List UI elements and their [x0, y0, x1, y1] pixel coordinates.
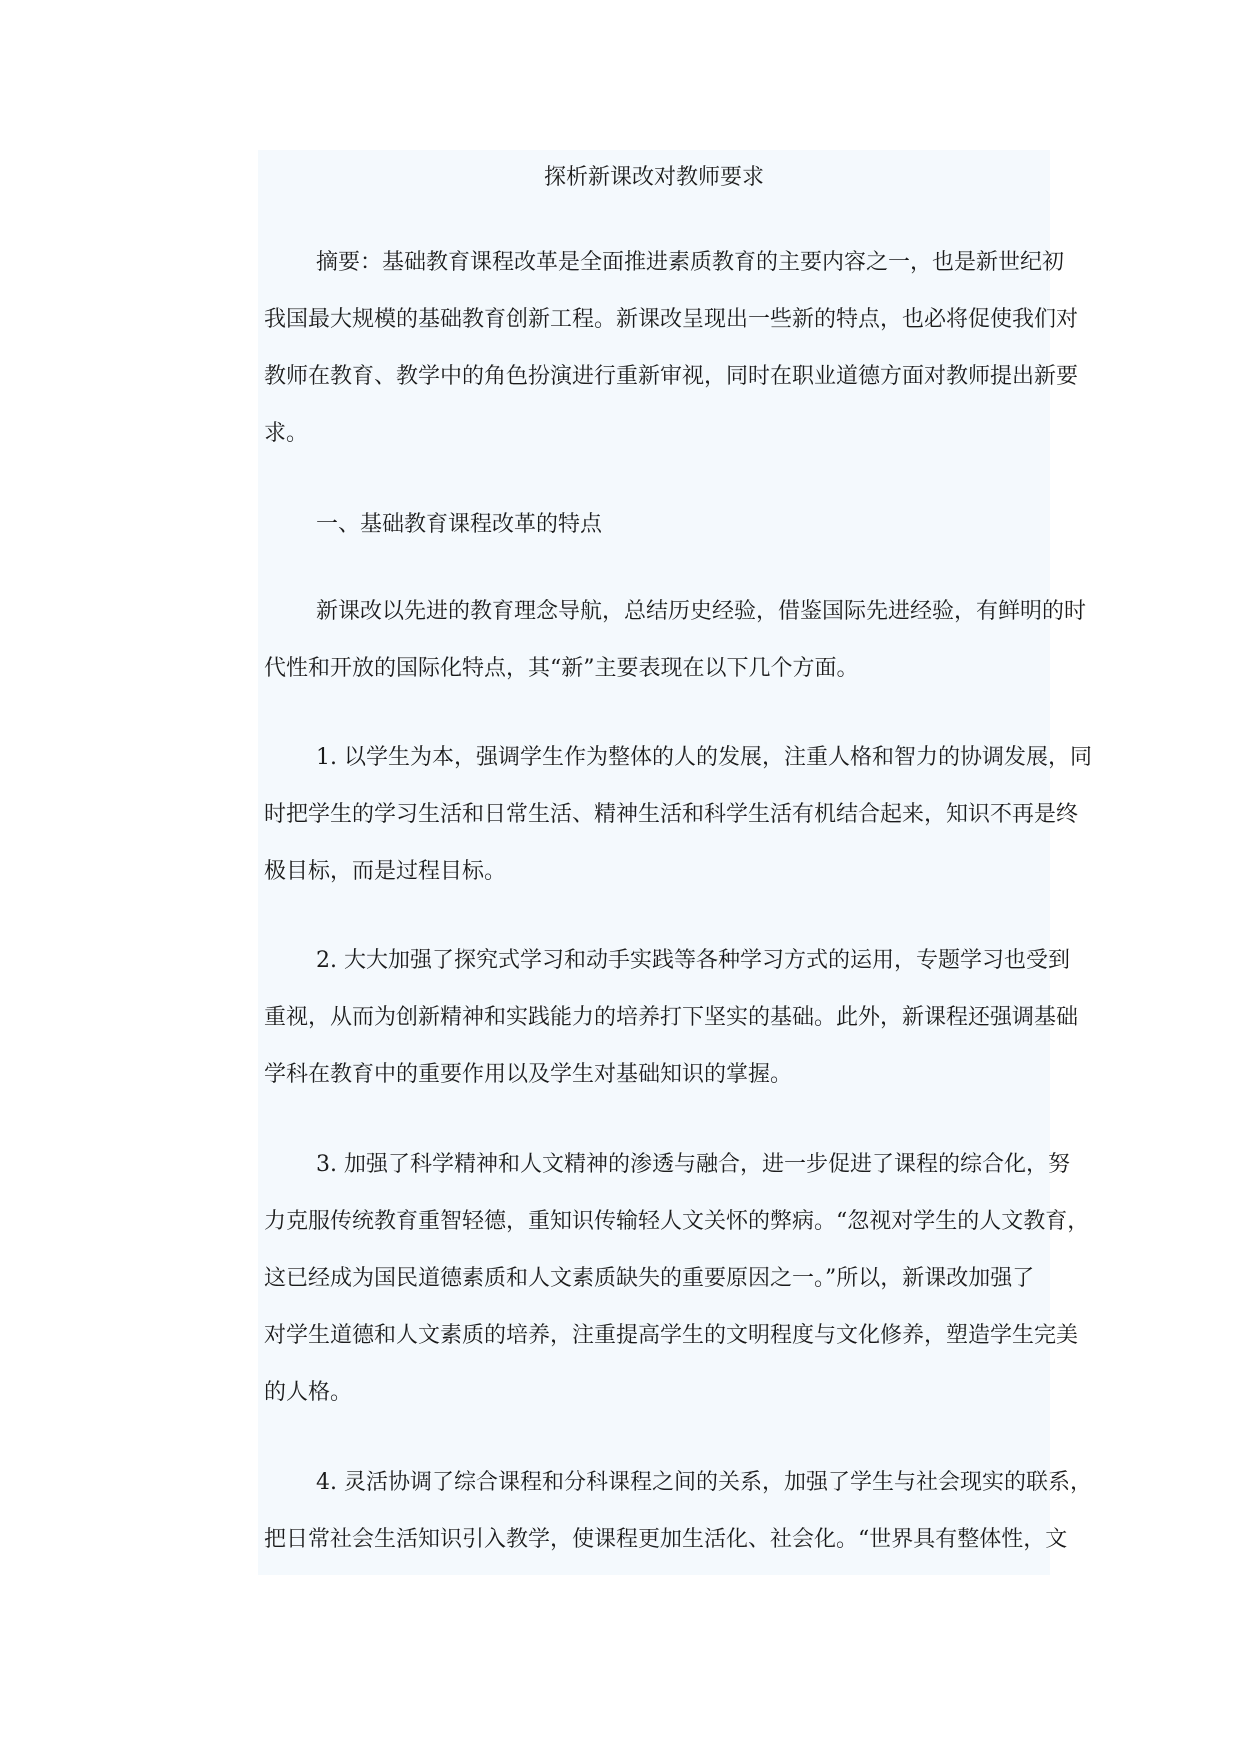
- point3-line-1: 3. 加强了科学精神和人文精神的渗透与融合，进一步促进了课程的综合化，努: [316, 1152, 1070, 1177]
- abstract-line-1: 摘要：基础教育课程改革是全面推进素质教育的主要内容之一，也是新世纪初: [316, 250, 1065, 275]
- point3-line-5: 的人格。: [264, 1380, 353, 1405]
- point1-line-3: 极目标，而是过程目标。: [264, 859, 507, 884]
- point2-line-3: 学科在教育中的重要作用以及学生对基础知识的掌握。: [264, 1062, 793, 1087]
- document-title: 探析新课改对教师要求: [543, 165, 764, 190]
- abstract-line-2: 我国最大规模的基础教育创新工程。新课改呈现出一些新的特点，也必将促使我们对: [264, 307, 1079, 332]
- document-text-area: [258, 150, 1092, 1575]
- point3-line-4: 对学生道德和人文素质的培养，注重提高学生的文明程度与文化修养，塑造学生完美: [264, 1323, 1079, 1348]
- intro-line-2: 代性和开放的国际化特点，其“新”主要表现在以下几个方面。: [264, 656, 859, 681]
- point2-line-1: 2. 大大加强了探究式学习和动手实践等各种学习方式的运用，专题学习也受到: [316, 948, 1070, 973]
- abstract-line-4: 求。: [264, 421, 309, 446]
- abstract-line-3: 教师在教育、教学中的角色扮演进行重新审视，同时在职业道德方面对教师提出新要: [264, 364, 1079, 389]
- point4-line-1: 4. 灵活协调了综合课程和分科课程之间的关系，加强了学生与社会现实的联系，: [316, 1470, 1092, 1495]
- point2-line-2: 重视，从而为创新精神和实践能力的培养打下坚实的基础。此外，新课程还强调基础: [264, 1005, 1079, 1030]
- point4-line-2: 把日常社会生活知识引入教学，使课程更加生活化、社会化。“世界具有整体性，文: [264, 1527, 1068, 1552]
- point1-line-1: 1. 以学生为本，强调学生作为整体的人的发展，注重人格和智力的协调发展，同: [316, 745, 1092, 770]
- intro-line-1: 新课改以先进的教育理念导航，总结历史经验，借鉴国际先进经验，有鲜明的时: [316, 599, 1087, 624]
- point1-line-2: 时把学生的学习生活和日常生活、精神生活和科学生活有机结合起来，知识不再是终: [264, 802, 1079, 827]
- section-heading: 一、基础教育课程改革的特点: [316, 512, 603, 537]
- point3-line-2: 力克服传统教育重智轻德，重知识传输轻人文关怀的弊病。“忽视对学生的人文教育，: [264, 1209, 1090, 1234]
- point3-line-3: 这已经成为国民道德素质和人文素质缺失的重要原因之一。”所以，新课改加强了: [264, 1266, 1035, 1291]
